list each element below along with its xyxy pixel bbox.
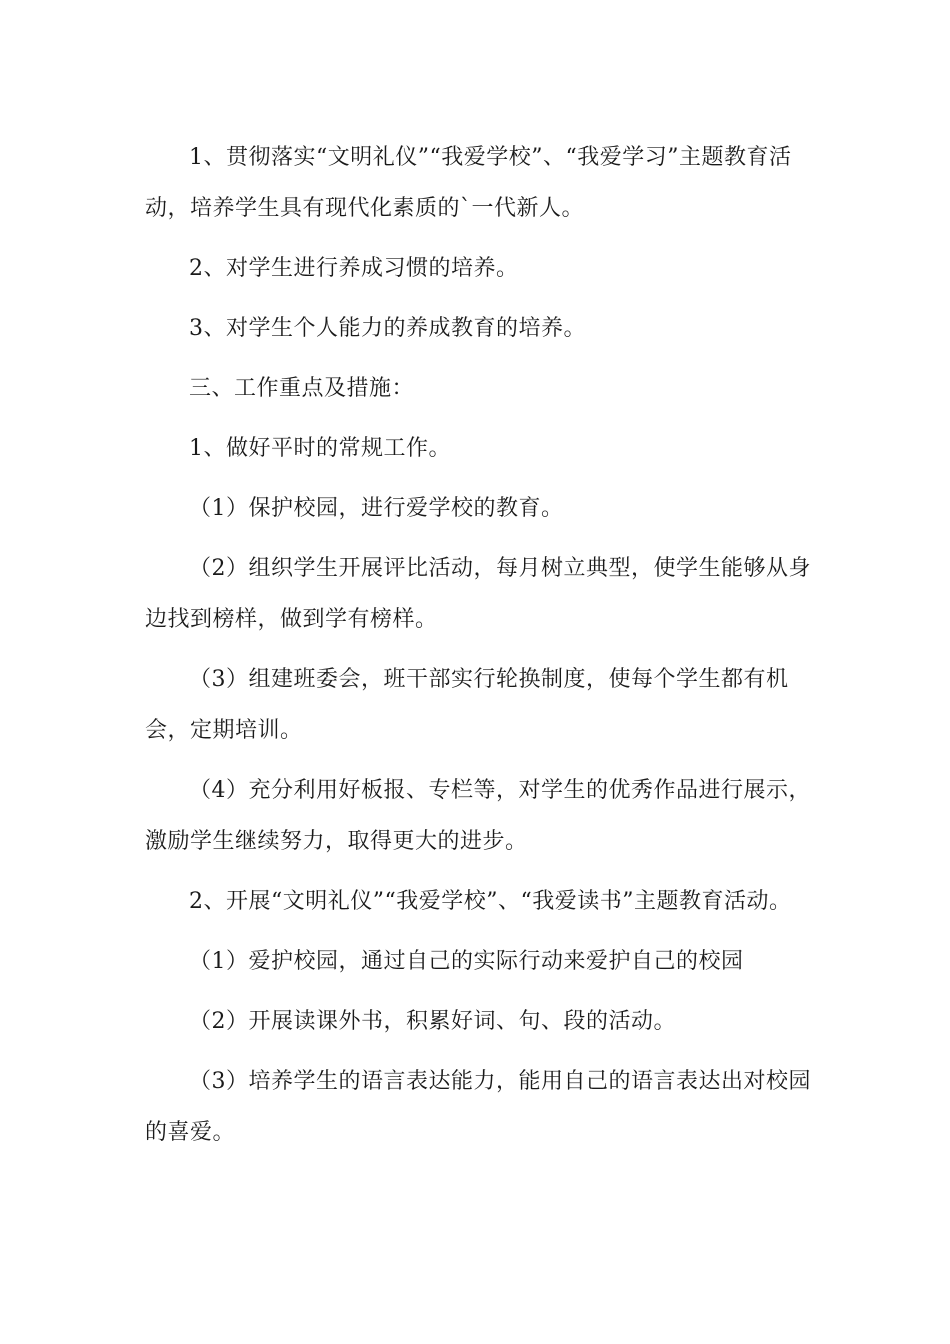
document-body — [145, 132, 815, 1158]
paragraph-routine-item-2: （2）组织学生开展评比活动，每月树立典型，使学生能够从身边找到榜样，做到学有榜样。 — [145, 556, 811, 632]
paragraph-theme-activities: 2、开展“文明礼仪”“我爱学校”、“我爱读书”主题教育活动。 — [189, 889, 792, 914]
section-heading-key-work: 三、工作重点及措施： — [189, 376, 415, 401]
paragraph-routine-work: 1、做好平时的常规工作。 — [189, 436, 451, 461]
paragraph-goal-3: 3、对学生个人能力的养成教育的培养。 — [189, 316, 586, 341]
paragraph-theme-item-3: （3）培养学生的语言表达能力，能用自己的语言表达出对校园的喜爱。 — [145, 1069, 811, 1145]
paragraph-routine-item-4: （4）充分利用好板报、专栏等，对学生的优秀作品进行展示，激励学生继续努力，取得更大的进步。 — [145, 778, 811, 854]
paragraph-goal-1: 1、贯彻落实“文明礼仪”“我爱学校”、“我爱学习”主题教育活动，培养学生具有现代化素质的`一代新人。 — [145, 145, 792, 221]
paragraph-theme-item-2: （2）开展读课外书，积累好词、句、段的活动。 — [189, 1009, 676, 1034]
paragraph-theme-item-1: （1）爱护校园，通过自己的实际行动来爱护自己的校园 — [189, 949, 744, 974]
paragraph-goal-2: 2、对学生进行养成习惯的培养。 — [189, 256, 519, 281]
paragraph-routine-item-3: （3）组建班委会，班干部实行轮换制度，使每个学生都有机会，定期培训。 — [145, 667, 789, 743]
paragraph-routine-item-1: （1）保护校园，进行爱学校的教育。 — [189, 496, 564, 521]
